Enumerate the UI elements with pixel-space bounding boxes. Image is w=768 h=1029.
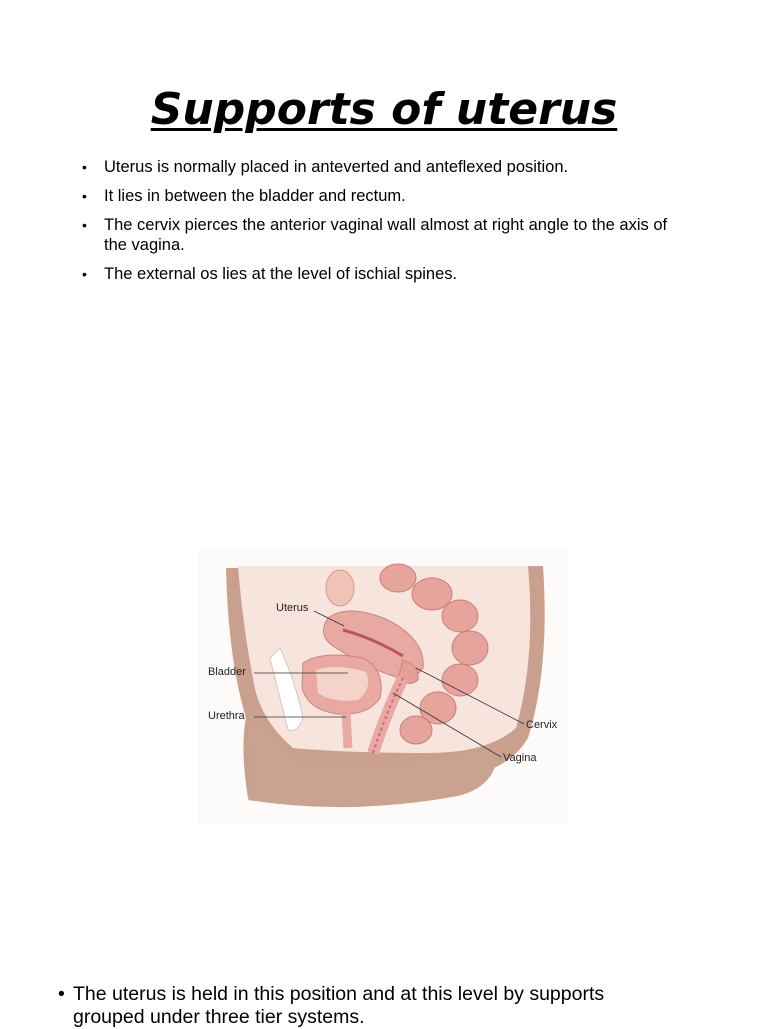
- bullet-item: [82, 264, 672, 284]
- bullet-item: [82, 157, 672, 177]
- bullet-dot: •: [82, 266, 87, 282]
- bullet-dot: •: [82, 159, 87, 175]
- page-title: Supports of uterus: [150, 84, 618, 135]
- label-bladder: Bladder: [208, 666, 246, 678]
- bullet-text: The cervix pierces the anterior vaginal wall almost at right angle to the axis of the vagina.: [104, 216, 668, 254]
- bottom-bullet-text: The uterus is held in this position and at this level by supports grouped under three tier systems.: [73, 983, 605, 1028]
- bullet-text: It lies in between the bladder and rectum.: [104, 187, 406, 205]
- bullet-dot: •: [82, 188, 87, 204]
- bullet-text: The external os lies at the level of ischial spines.: [104, 265, 458, 283]
- anatomy-illustration: [198, 548, 568, 824]
- label-vagina: Vagina: [503, 752, 537, 764]
- bladder-inner: [316, 667, 368, 701]
- label-uterus: Uterus: [276, 602, 309, 614]
- bullet-text: Uterus is normally placed in anteverted and anteflexed position.: [104, 158, 569, 176]
- bullet-item: [82, 186, 672, 206]
- bullet-item: [82, 215, 672, 255]
- urethra-tube: [346, 713, 348, 748]
- bottom-bullet: [58, 983, 678, 1029]
- bullet-dot: •: [58, 983, 65, 1005]
- label-cervix: Cervix: [526, 719, 558, 731]
- pelvis-diagram: [198, 548, 568, 824]
- bullet-dot: •: [82, 217, 87, 233]
- bullet-list: [82, 157, 672, 293]
- ovary: [326, 570, 354, 606]
- label-urethra: Urethra: [208, 710, 245, 722]
